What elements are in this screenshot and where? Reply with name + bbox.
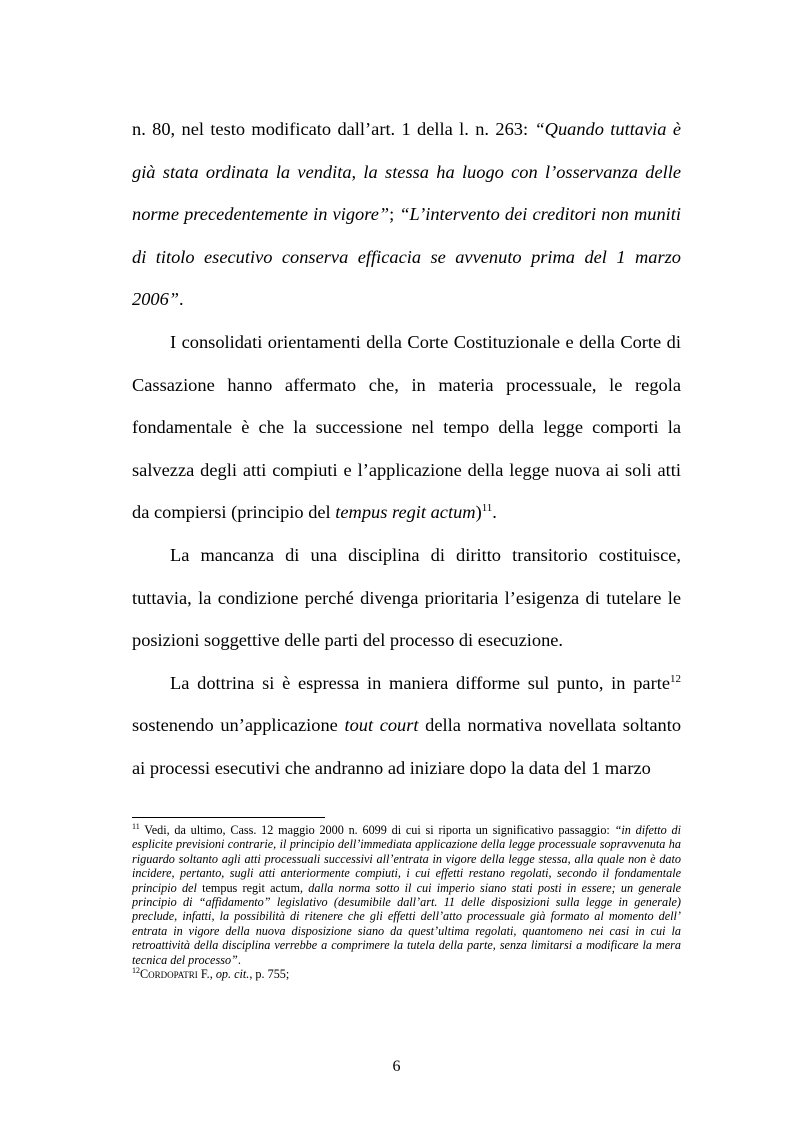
footnote-11-text-1: Vedi, da ultimo, Cass. 12 maggio 2000 n. 6099 di cui si riporta un significativo passaggio: — [139, 823, 615, 837]
paragraph-3 — [132, 534, 681, 662]
paragraph-2-text-3: . — [492, 502, 497, 523]
paragraph-1-text-3: . — [179, 289, 184, 310]
paragraph-4-text-3: della normativa novellata soltanto ai processi esecutivi che andranno ad iniziare dopo la data del 1 marzo — [132, 715, 682, 778]
paragraph-1-text-2: ; — [389, 204, 400, 225]
page-number: 6 — [392, 1058, 401, 1075]
paragraph-2 — [132, 321, 681, 534]
paragraph-1-text-1: n. 80, nel testo modificato dall’art. 1 della l. n. 263: — [132, 119, 535, 139]
paragraph-2-text-2: ) — [475, 502, 482, 523]
footnote-12-author: Cordopatri — [140, 967, 198, 982]
paragraph-3-text-1: La mancanza di una disciplina di diritto transitorio costituisce, tuttavia, la condizione perché divenga prioritaria l’esigenza di tutelare le posizioni soggettive delle parti del processo di esecuzione. — [132, 544, 681, 651]
paragraph-2-text-1: I consolidati orientamenti della Corte Costituzionale e della Corte di Cassazione hanno affermato che, in materia processuale, le regola fondamentale è che la successione nel tempo della legge comporti la salvezza degli atti compiuti e l’applicazione della legge nuova ai soli atti da compiersi (principio del — [132, 331, 681, 523]
paragraph-4-emphasis: tout court — [344, 715, 419, 736]
footnote-12-emphasis: op. cit. — [215, 967, 250, 982]
paragraph-1-quote-2: “L’intervento dei creditori non muniti di titolo esecutivo conserva efficacia se avvenuto prima del 1 marzo 2006” — [132, 204, 681, 310]
footnote-12-number: 12 — [132, 966, 140, 975]
body-text — [132, 108, 681, 790]
paragraph-2-emphasis: tempus regit actum — [335, 502, 476, 523]
paragraph-1-quote-1: “Quando tuttavia è già stata ordinata la vendita, la stessa ha luogo con l’osservanza delle norme precedentemente in vigore” — [132, 119, 681, 225]
paragraph-4-text-1: La dottrina si è espressa in maniera difforme sul punto, in parte — [170, 672, 670, 693]
paragraph-4-text-2: sostenendo un’applicazione — [132, 715, 345, 736]
footnote-11 — [132, 823, 681, 967]
footnote-11-text-3: . — [237, 952, 241, 967]
footnote-12-text-1: F., — [197, 967, 216, 982]
footnote-11-quote-1: “in difetto di esplicite previsioni contrarie, il principio dell’immediata applicazione della legge processuale sopravvenuta ha riguardo soltanto agli atti processuali successivi all’entrata in vigore della legge stessa, alla quale non è dato incidere, pertanto, sugli atti anteriormente compiuti, i cui effetti restano regolati, secondo il fondamentale principio del — [132, 823, 681, 895]
paragraph-4 — [132, 662, 681, 790]
footnote-ref-12[interactable]: 12 — [670, 672, 681, 685]
footnote-11-latin-phrase: tempus regit actum — [202, 880, 300, 895]
footnotes — [132, 823, 681, 981]
footnote-separator — [132, 817, 325, 818]
footnote-ref-11[interactable]: 11 — [481, 502, 493, 515]
paragraph-1 — [132, 108, 681, 321]
footnote-12 — [132, 967, 681, 981]
footnote-11-number: 11 — [132, 821, 140, 831]
footnote-12-text-2: , p. 755; — [249, 967, 290, 982]
footnote-11-quote-2: , dalla norma sotto il cui imperio siano stati posti in essere; un generale principio di “affidamento” legislativo (desumibile dall’art. 11 delle disposizioni sulla legge in generale) preclude, infatti, la possibilità di ritenere che gli effetti dell’atto processuale già formato al momento dell’ entrata in vigore della nuova disposizione siano da quest’ultima regolati, quantomeno nei casi in cui la retroattività della disciplina verrebbe a comprimere la tutela della parte, senza limitarsi a modificare la mera tecnica del processo” — [132, 880, 681, 967]
